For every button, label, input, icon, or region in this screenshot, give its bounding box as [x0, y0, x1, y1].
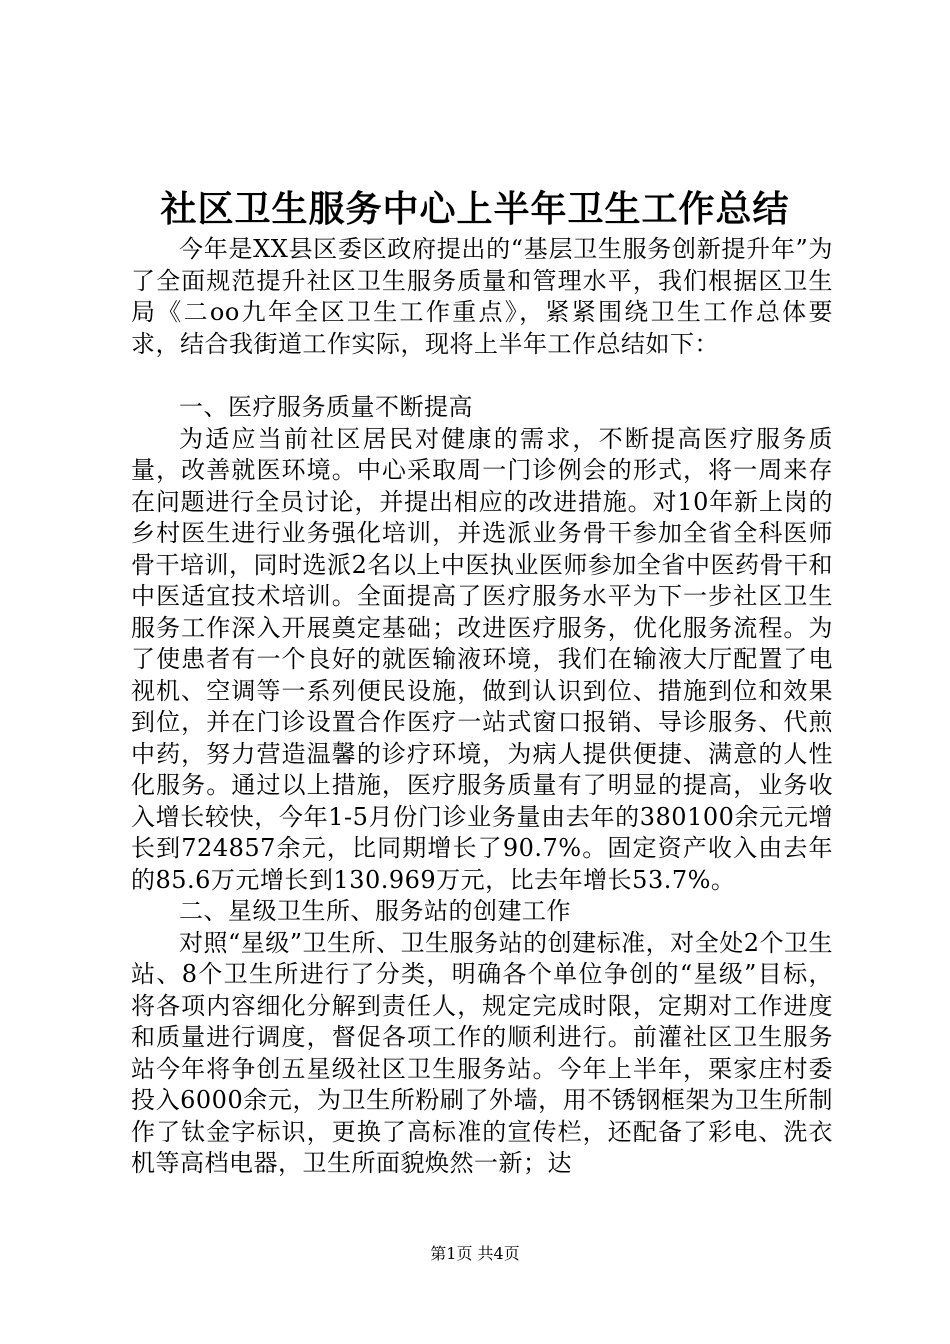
page-number-footer: 第1页 共4页 [430, 1244, 520, 1263]
section-1-paragraph: 为适应当前社区居民对健康的需求，不断提高医疗服务质量，改善就医环境。中心采取周一门诊例会的形式，将一周来存在问题进行全员讨论，并提出相应的改进措施。对10年新上岗的乡村医生进行业务强化培训，并选派业务骨干参加全省全科医师骨干培训，同时选派2名以上中医执业医师参加全省中医药骨干和中医适宜技术培训。全面提高了医疗服务水平为下一步社区卫生服务工作深入开展奠定基础；改进医疗服务，优化服务流程。为了使患者有一个良好的就医输液环境，我们在输液大厅配置了电视机、空调等一系列便民设施，做到认识到位、措施到位和效果到位，并在门诊设置合作医疗一站式窗口报销、导诊服务、代煎中药，努力营造温馨的诊疗环境，为病人提供便捷、满意的人性化服务。通过以上措施，医疗服务质量有了明显的提高，业务收入增长较快，今年1-5月份门诊业务量由去年的380100余元元增长到724857余元，比同期增长了90.7%。固定资产收入由去年的85.6万元增长到130.969万元，比去年增长53.7%。 [131, 424, 833, 894]
intro-paragraph: 今年是XX县区委区政府提出的“基层卫生服务创新提升年”为了全面规范提升社区卫生服务质量和管理水平，我们根据区卫生局《二oo九年全区卫生工作重点》，紧紧围绕卫生工作总体要求，结合我街道工作实际，现将上半年工作总结如下： [131, 235, 833, 358]
section-2-paragraph: 对照“星级”卫生所、卫生服务站的创建标准，对全处2个卫生站、8个卫生所进行了分类，明确各个单位争创的“星级”目标，将各项内容细化分解到责任人，规定完成时限，定期对工作进度和质量进行调度，督促各项工作的顺利进行。前灌社区卫生服务站今年将争创五星级社区卫生服务站。今年上半年，栗家庄村委投入6000余元，为卫生所粉刷了外墙，用不锈钢框架为卫生所制作了钛金字标识，更换了高标准的宣传栏，还配备了彩电、洗衣机等高档电器，卫生所面貌焕然一新；达 [131, 928, 833, 1177]
document-body [131, 234, 833, 1180]
section-2-heading: 二、星级卫生所、服务站的创建工作 [179, 897, 571, 925]
section-1-heading: 一、医疗服务质量不断提高 [179, 393, 473, 421]
document-title: 社区卫生服务中心上半年卫生工作总结 [160, 188, 790, 230]
